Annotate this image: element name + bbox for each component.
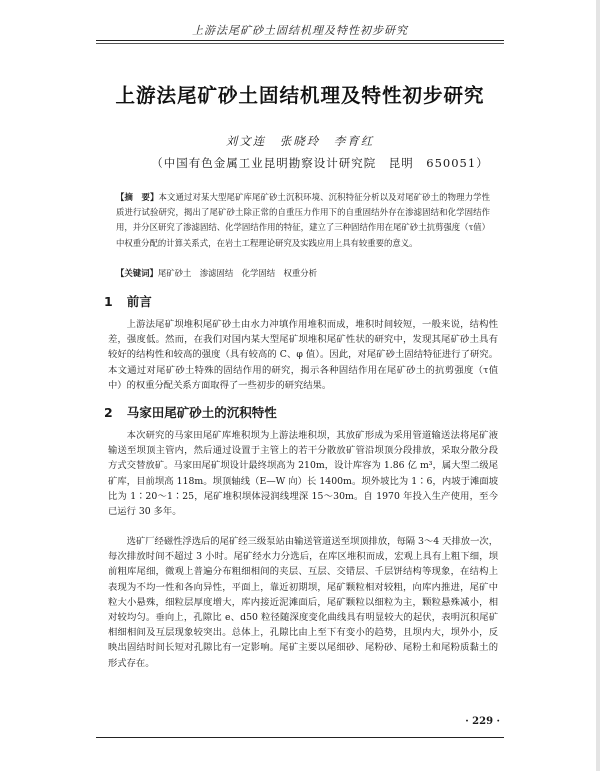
body-paragraph: 上游法尾矿坝堆积尾矿砂土由水力冲填作用堆积而成，堆积时间较短，一般来说，结构性差，强度低。然而，在我们对国内某大型尾矿坝堆积尾矿性状的研究中，发现其尾矿砂土具有较好的结构性和较高的强度（具有较高的 C、φ 值）。因此，对尾矿砂土固结特征进行了研究。本文通过对尾矿砂土特殊的固结作用的研究，揭示各种固结作用在尾矿砂土的抗剪强度（τ值中）的权重分配关系方面取得了一些初步的研究结果。 [108, 319, 498, 391]
section-number: 1 [104, 294, 113, 309]
abstract-label: 【摘 要】 [116, 192, 159, 202]
paper-title: 上游法尾矿砂土固结机理及特性初步研究 [115, 84, 485, 107]
body-paragraph: 选矿厂经磁性浮选后的尾矿经三级泵站由输送管道送至坝顶排放，每隔 3～4 天排放一次，每次排放时间不超过 3 小时。尾矿经水力分选后，在库区堆积而成，宏观上具有上粗下细，坝前粗库尾细，微观上普遍分布粗细相间的夹层、互层、交错层、千层饼结构等现象，在结构上表现为不均一性和各向异性，平面上，靠近初期坝，尾矿颗粒相对较粗，向库内推进，尾矿中粒大小悬殊，细粒层厚度增大，库内接近泥滩面后，尾矿颗粒以细粒为主，颗粒悬殊减小，相对较均匀。垂向上，孔隙比 e、d50 粒径随深度变化曲线具有明显较大的起伏，表明沉积尾矿相细相间及互层现象较突出。总体上，孔隙比由上至下有变小的趋势，且坝内大，坝外小，反映出固结时间长短对孔隙比有一定影响。尾矿主要以尾细砂、尾粉砂、尾粉土和尾粉质黏土的形式存在。 [108, 536, 498, 669]
section-heading [104, 403, 277, 421]
section-number: 2 [104, 405, 113, 420]
affiliation: （中国有色金属工业昆明勘察设计研究院 昆明 650051） [151, 156, 489, 170]
abstract-text: 本文通过对某大型尾矿库尾矿砂土沉积环境、沉积特征分析以及对尾矿砂土的物理力学性质进行试验研究，揭出了尾矿砂土除正常的自重压力作用下的自重固结外存在渗滤固结和化学固结作用，并分区研究了渗滤固结、化学固结作用的特征，建立了三种固结作用在尾矿砂土抗剪强度（τ值）中权重分配的计算关系式，在岩土工程理论研究及实践应用上具有较重要的意义。 [116, 192, 490, 248]
body-paragraph: 本次研究的马家田尾矿库堆积坝为上游法堆积坝，其放矿形成为采用管道输送法将尾矿液输送至坝顶主管内，然后通过设置于主管上的若干分散放矿管沿坝顶分段排放，采取分散分段方式交替放矿。马家田尾矿坝设计最终坝高为 210m，设计库容为 1.86 亿 m³，属大型二级尾矿库，目前坝高 118m。坝顶轴线（E—W 向）长 1400m。坝外坡比为 1∶6，内坡于滩面坡比为 1∶20～1∶25，尾矿堆积坝体浸润线埋深 15～30m。自 1970 年投入生产使用，至今已运行 30 多年。 [108, 430, 498, 518]
keywords-label: 【关键词】 [116, 268, 158, 278]
section-title: 马家田尾矿砂土的沉积特性 [126, 405, 277, 420]
keywords-block [116, 266, 496, 280]
footer-rule [96, 737, 504, 738]
section-title: 前言 [126, 294, 152, 309]
keywords-text: 尾矿砂土 渗滤固结 化学固结 权重分析 [157, 268, 317, 278]
header-rule-thin [96, 43, 504, 44]
page-number: · 229 · [465, 716, 500, 727]
scan-edge-shadow [596, 0, 600, 771]
abstract-block [116, 190, 490, 251]
section-heading [104, 292, 152, 310]
author-list: 刘文连 张晓玲 李育红 [225, 134, 375, 148]
running-header: 上游法尾矿砂土固结机理及特性初步研究 [192, 24, 408, 37]
header-rule [96, 40, 504, 41]
